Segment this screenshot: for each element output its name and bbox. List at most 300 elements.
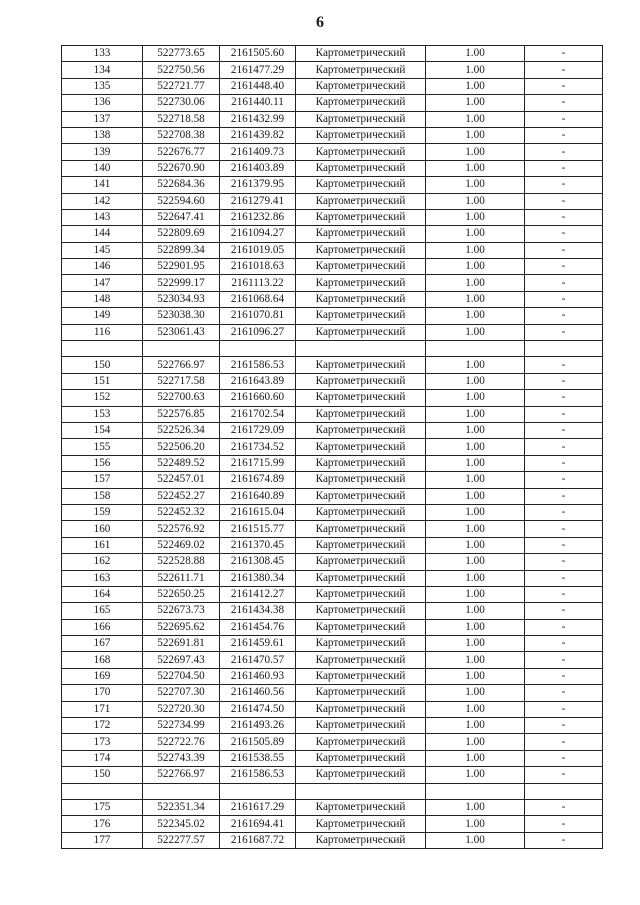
method-cell: Картометрический	[296, 226, 426, 242]
note-cell: -	[525, 832, 603, 848]
point-number-cell: 159	[62, 504, 143, 520]
y-coordinate-cell: 2161674.89	[220, 472, 296, 488]
note-cell: -	[525, 209, 603, 225]
table-row	[62, 291, 603, 307]
x-coordinate-cell: 522717.58	[143, 373, 220, 389]
x-coordinate-cell: 522469.02	[143, 537, 220, 553]
y-coordinate-cell: 2161018.63	[220, 259, 296, 275]
x-coordinate-cell: 522594.60	[143, 193, 220, 209]
table-row	[62, 472, 603, 488]
y-coordinate-cell: 2161538.55	[220, 750, 296, 766]
point-number-cell: 169	[62, 668, 143, 684]
table-row	[62, 160, 603, 176]
note-cell: -	[525, 259, 603, 275]
note-cell: -	[525, 816, 603, 832]
empty-cell	[62, 341, 143, 357]
note-cell: -	[525, 701, 603, 717]
table-row	[62, 537, 603, 553]
method-cell: Картометрический	[296, 832, 426, 848]
accuracy-cell: 1.00	[426, 619, 525, 635]
table-row	[62, 554, 603, 570]
point-number-cell: 155	[62, 439, 143, 455]
y-coordinate-cell: 2161586.53	[220, 357, 296, 373]
accuracy-cell: 1.00	[426, 750, 525, 766]
method-cell: Картометрический	[296, 291, 426, 307]
x-coordinate-cell: 522673.73	[143, 603, 220, 619]
y-coordinate-cell: 2161070.81	[220, 308, 296, 324]
accuracy-cell: 1.00	[426, 111, 525, 127]
y-coordinate-cell: 2161474.50	[220, 701, 296, 717]
table-row	[62, 832, 603, 848]
point-number-cell: 134	[62, 62, 143, 78]
x-coordinate-cell: 522708.38	[143, 127, 220, 143]
point-number-cell: 148	[62, 291, 143, 307]
note-cell: -	[525, 111, 603, 127]
point-number-cell: 143	[62, 209, 143, 225]
method-cell: Картометрический	[296, 554, 426, 570]
method-cell: Картометрический	[296, 193, 426, 209]
table-row	[62, 95, 603, 111]
point-number-cell: 137	[62, 111, 143, 127]
point-number-cell: 145	[62, 242, 143, 258]
table-row	[62, 144, 603, 160]
y-coordinate-cell: 2161434.38	[220, 603, 296, 619]
method-cell: Картометрический	[296, 62, 426, 78]
note-cell: -	[525, 78, 603, 94]
y-coordinate-cell: 2161505.89	[220, 734, 296, 750]
x-coordinate-cell: 522743.39	[143, 750, 220, 766]
x-coordinate-cell: 522647.41	[143, 209, 220, 225]
x-coordinate-cell: 522695.62	[143, 619, 220, 635]
empty-cell	[426, 783, 525, 799]
note-cell: -	[525, 554, 603, 570]
table-row	[62, 242, 603, 258]
point-number-cell: 141	[62, 177, 143, 193]
note-cell: -	[525, 226, 603, 242]
accuracy-cell: 1.00	[426, 554, 525, 570]
y-coordinate-cell: 2161460.56	[220, 685, 296, 701]
table-row	[62, 701, 603, 717]
empty-cell	[296, 341, 426, 357]
x-coordinate-cell: 522718.58	[143, 111, 220, 127]
table-row	[62, 439, 603, 455]
accuracy-cell: 1.00	[426, 390, 525, 406]
note-cell: -	[525, 799, 603, 815]
point-number-cell: 150	[62, 767, 143, 783]
method-cell: Картометрический	[296, 111, 426, 127]
table-row	[62, 177, 603, 193]
note-cell: -	[525, 521, 603, 537]
method-cell: Картометрический	[296, 488, 426, 504]
accuracy-cell: 1.00	[426, 472, 525, 488]
y-coordinate-cell: 2161403.89	[220, 160, 296, 176]
y-coordinate-cell: 2161694.41	[220, 816, 296, 832]
table-row	[62, 488, 603, 504]
point-number-cell: 162	[62, 554, 143, 570]
x-coordinate-cell: 522457.01	[143, 472, 220, 488]
method-cell: Картометрический	[296, 603, 426, 619]
x-coordinate-cell: 522901.95	[143, 259, 220, 275]
y-coordinate-cell: 2161432.99	[220, 111, 296, 127]
page-number: 6	[316, 14, 324, 31]
point-number-cell: 170	[62, 685, 143, 701]
table-row	[62, 259, 603, 275]
method-cell: Картометрический	[296, 750, 426, 766]
point-number-cell: 158	[62, 488, 143, 504]
method-cell: Картометрический	[296, 586, 426, 602]
method-cell: Картометрический	[296, 439, 426, 455]
accuracy-cell: 1.00	[426, 259, 525, 275]
table-row	[62, 521, 603, 537]
accuracy-cell: 1.00	[426, 685, 525, 701]
accuracy-cell: 1.00	[426, 357, 525, 373]
point-number-cell: 175	[62, 799, 143, 815]
table-row	[62, 62, 603, 78]
method-cell: Картометрический	[296, 570, 426, 586]
point-number-cell: 168	[62, 652, 143, 668]
x-coordinate-cell: 522452.27	[143, 488, 220, 504]
note-cell: -	[525, 324, 603, 340]
accuracy-cell: 1.00	[426, 636, 525, 652]
y-coordinate-cell: 2161379.95	[220, 177, 296, 193]
table-row	[62, 652, 603, 668]
table-row	[62, 78, 603, 94]
point-number-cell: 154	[62, 422, 143, 438]
y-coordinate-cell: 2161729.09	[220, 422, 296, 438]
accuracy-cell: 1.00	[426, 177, 525, 193]
point-number-cell: 165	[62, 603, 143, 619]
y-coordinate-cell: 2161454.76	[220, 619, 296, 635]
y-coordinate-cell: 2161448.40	[220, 78, 296, 94]
x-coordinate-cell: 522999.17	[143, 275, 220, 291]
accuracy-cell: 1.00	[426, 62, 525, 78]
accuracy-cell: 1.00	[426, 701, 525, 717]
note-cell: -	[525, 439, 603, 455]
x-coordinate-cell: 522676.77	[143, 144, 220, 160]
y-coordinate-cell: 2161687.72	[220, 832, 296, 848]
point-number-cell: 172	[62, 718, 143, 734]
y-coordinate-cell: 2161493.26	[220, 718, 296, 734]
method-cell: Картометрический	[296, 685, 426, 701]
point-number-cell: 164	[62, 586, 143, 602]
coordinates-table-body	[62, 46, 603, 849]
accuracy-cell: 1.00	[426, 603, 525, 619]
accuracy-cell: 1.00	[426, 718, 525, 734]
x-coordinate-cell: 522670.90	[143, 160, 220, 176]
table-row	[62, 390, 603, 406]
x-coordinate-cell: 522704.50	[143, 668, 220, 684]
point-number-cell: 136	[62, 95, 143, 111]
point-number-cell: 160	[62, 521, 143, 537]
method-cell: Картометрический	[296, 275, 426, 291]
point-number-cell: 138	[62, 127, 143, 143]
x-coordinate-cell: 522750.56	[143, 62, 220, 78]
method-cell: Картометрический	[296, 209, 426, 225]
x-coordinate-cell: 522528.88	[143, 554, 220, 570]
note-cell: -	[525, 734, 603, 750]
x-coordinate-cell: 522734.99	[143, 718, 220, 734]
method-cell: Картометрический	[296, 668, 426, 684]
note-cell: -	[525, 504, 603, 520]
note-cell: -	[525, 455, 603, 471]
x-coordinate-cell: 522773.65	[143, 46, 220, 62]
method-cell: Картометрический	[296, 308, 426, 324]
accuracy-cell: 1.00	[426, 570, 525, 586]
x-coordinate-cell: 522684.36	[143, 177, 220, 193]
y-coordinate-cell: 2161380.34	[220, 570, 296, 586]
point-number-cell: 144	[62, 226, 143, 242]
note-cell: -	[525, 62, 603, 78]
x-coordinate-cell: 522720.30	[143, 701, 220, 717]
coordinates-table	[61, 45, 603, 849]
accuracy-cell: 1.00	[426, 832, 525, 848]
y-coordinate-cell: 2161586.53	[220, 767, 296, 783]
y-coordinate-cell: 2161734.52	[220, 439, 296, 455]
method-cell: Картометрический	[296, 406, 426, 422]
table-row	[62, 357, 603, 373]
empty-cell	[220, 341, 296, 357]
note-cell: -	[525, 406, 603, 422]
y-coordinate-cell: 2161477.29	[220, 62, 296, 78]
table-row	[62, 586, 603, 602]
y-coordinate-cell: 2161460.93	[220, 668, 296, 684]
table-row	[62, 570, 603, 586]
note-cell: -	[525, 177, 603, 193]
accuracy-cell: 1.00	[426, 537, 525, 553]
method-cell: Картометрический	[296, 455, 426, 471]
method-cell: Картометрический	[296, 422, 426, 438]
point-number-cell: 156	[62, 455, 143, 471]
point-number-cell: 140	[62, 160, 143, 176]
method-cell: Картометрический	[296, 259, 426, 275]
empty-cell	[525, 783, 603, 799]
y-coordinate-cell: 2161459.61	[220, 636, 296, 652]
note-cell: -	[525, 242, 603, 258]
table-row	[62, 308, 603, 324]
accuracy-cell: 1.00	[426, 521, 525, 537]
x-coordinate-cell: 522351.34	[143, 799, 220, 815]
table-row	[62, 406, 603, 422]
x-coordinate-cell: 522489.52	[143, 455, 220, 471]
point-number-cell: 146	[62, 259, 143, 275]
note-cell: -	[525, 636, 603, 652]
table-row	[62, 636, 603, 652]
y-coordinate-cell: 2161702.54	[220, 406, 296, 422]
method-cell: Картометрический	[296, 46, 426, 62]
note-cell: -	[525, 390, 603, 406]
point-number-cell: 149	[62, 308, 143, 324]
note-cell: -	[525, 668, 603, 684]
note-cell: -	[525, 537, 603, 553]
x-coordinate-cell: 523034.93	[143, 291, 220, 307]
table-row	[62, 799, 603, 815]
method-cell: Картометрический	[296, 177, 426, 193]
method-cell: Картометрический	[296, 472, 426, 488]
accuracy-cell: 1.00	[426, 816, 525, 832]
accuracy-cell: 1.00	[426, 127, 525, 143]
table-row	[62, 504, 603, 520]
table-row	[62, 767, 603, 783]
point-number-cell: 147	[62, 275, 143, 291]
method-cell: Картометрический	[296, 799, 426, 815]
accuracy-cell: 1.00	[426, 668, 525, 684]
note-cell: -	[525, 472, 603, 488]
note-cell: -	[525, 603, 603, 619]
note-cell: -	[525, 160, 603, 176]
point-number-cell: 176	[62, 816, 143, 832]
table-row	[62, 46, 603, 62]
method-cell: Картометрический	[296, 127, 426, 143]
x-coordinate-cell: 523038.30	[143, 308, 220, 324]
accuracy-cell: 1.00	[426, 242, 525, 258]
table-row	[62, 111, 603, 127]
method-cell: Картометрический	[296, 636, 426, 652]
point-number-cell: 151	[62, 373, 143, 389]
y-coordinate-cell: 2161279.41	[220, 193, 296, 209]
empty-cell	[143, 783, 220, 799]
method-cell: Картометрический	[296, 718, 426, 734]
accuracy-cell: 1.00	[426, 95, 525, 111]
method-cell: Картометрический	[296, 734, 426, 750]
y-coordinate-cell: 2161094.27	[220, 226, 296, 242]
note-cell: -	[525, 193, 603, 209]
x-coordinate-cell: 522691.81	[143, 636, 220, 652]
table-row	[62, 718, 603, 734]
table-separator-row	[62, 341, 603, 357]
y-coordinate-cell: 2161515.77	[220, 521, 296, 537]
y-coordinate-cell: 2161643.89	[220, 373, 296, 389]
note-cell: -	[525, 767, 603, 783]
method-cell: Картометрический	[296, 373, 426, 389]
x-coordinate-cell: 522899.34	[143, 242, 220, 258]
note-cell: -	[525, 127, 603, 143]
method-cell: Картометрический	[296, 504, 426, 520]
method-cell: Картометрический	[296, 652, 426, 668]
point-number-cell: 152	[62, 390, 143, 406]
accuracy-cell: 1.00	[426, 504, 525, 520]
accuracy-cell: 1.00	[426, 324, 525, 340]
note-cell: -	[525, 718, 603, 734]
table-row	[62, 373, 603, 389]
point-number-cell: 153	[62, 406, 143, 422]
accuracy-cell: 1.00	[426, 455, 525, 471]
y-coordinate-cell: 2161409.73	[220, 144, 296, 160]
table-separator-row	[62, 783, 603, 799]
accuracy-cell: 1.00	[426, 734, 525, 750]
note-cell: -	[525, 488, 603, 504]
method-cell: Картометрический	[296, 242, 426, 258]
x-coordinate-cell: 522707.30	[143, 685, 220, 701]
x-coordinate-cell: 522650.25	[143, 586, 220, 602]
table-row	[62, 127, 603, 143]
point-number-cell: 171	[62, 701, 143, 717]
method-cell: Картометрический	[296, 701, 426, 717]
accuracy-cell: 1.00	[426, 373, 525, 389]
y-coordinate-cell: 2161640.89	[220, 488, 296, 504]
method-cell: Картометрический	[296, 324, 426, 340]
method-cell: Картометрический	[296, 816, 426, 832]
accuracy-cell: 1.00	[426, 439, 525, 455]
point-number-cell: 142	[62, 193, 143, 209]
point-number-cell: 116	[62, 324, 143, 340]
y-coordinate-cell: 2161615.04	[220, 504, 296, 520]
method-cell: Картометрический	[296, 767, 426, 783]
x-coordinate-cell: 522809.69	[143, 226, 220, 242]
point-number-cell: 133	[62, 46, 143, 62]
y-coordinate-cell: 2161113.22	[220, 275, 296, 291]
point-number-cell: 161	[62, 537, 143, 553]
table-row	[62, 193, 603, 209]
x-coordinate-cell: 522345.02	[143, 816, 220, 832]
table-row	[62, 603, 603, 619]
x-coordinate-cell: 522700.63	[143, 390, 220, 406]
table-row	[62, 209, 603, 225]
table-row	[62, 455, 603, 471]
y-coordinate-cell: 2161660.60	[220, 390, 296, 406]
x-coordinate-cell: 522766.97	[143, 767, 220, 783]
note-cell: -	[525, 570, 603, 586]
accuracy-cell: 1.00	[426, 209, 525, 225]
method-cell: Картометрический	[296, 619, 426, 635]
accuracy-cell: 1.00	[426, 308, 525, 324]
accuracy-cell: 1.00	[426, 160, 525, 176]
x-coordinate-cell: 523061.43	[143, 324, 220, 340]
note-cell: -	[525, 652, 603, 668]
note-cell: -	[525, 357, 603, 373]
point-number-cell: 166	[62, 619, 143, 635]
table-row	[62, 734, 603, 750]
note-cell: -	[525, 586, 603, 602]
accuracy-cell: 1.00	[426, 291, 525, 307]
x-coordinate-cell: 522277.57	[143, 832, 220, 848]
method-cell: Картометрический	[296, 95, 426, 111]
x-coordinate-cell: 522721.77	[143, 78, 220, 94]
note-cell: -	[525, 422, 603, 438]
x-coordinate-cell: 522526.34	[143, 422, 220, 438]
note-cell: -	[525, 275, 603, 291]
x-coordinate-cell: 522722.76	[143, 734, 220, 750]
accuracy-cell: 1.00	[426, 799, 525, 815]
note-cell: -	[525, 308, 603, 324]
x-coordinate-cell: 522576.92	[143, 521, 220, 537]
accuracy-cell: 1.00	[426, 586, 525, 602]
note-cell: -	[525, 685, 603, 701]
y-coordinate-cell: 2161440.11	[220, 95, 296, 111]
y-coordinate-cell: 2161505.60	[220, 46, 296, 62]
y-coordinate-cell: 2161617.29	[220, 799, 296, 815]
empty-cell	[426, 341, 525, 357]
table-row	[62, 816, 603, 832]
accuracy-cell: 1.00	[426, 488, 525, 504]
accuracy-cell: 1.00	[426, 46, 525, 62]
method-cell: Картометрический	[296, 160, 426, 176]
y-coordinate-cell: 2161096.27	[220, 324, 296, 340]
empty-cell	[62, 783, 143, 799]
accuracy-cell: 1.00	[426, 275, 525, 291]
x-coordinate-cell: 522766.97	[143, 357, 220, 373]
method-cell: Картометрический	[296, 144, 426, 160]
point-number-cell: 150	[62, 357, 143, 373]
method-cell: Картометрический	[296, 537, 426, 553]
point-number-cell: 135	[62, 78, 143, 94]
y-coordinate-cell: 2161470.57	[220, 652, 296, 668]
y-coordinate-cell: 2161308.45	[220, 554, 296, 570]
table-row	[62, 750, 603, 766]
point-number-cell: 174	[62, 750, 143, 766]
accuracy-cell: 1.00	[426, 78, 525, 94]
x-coordinate-cell: 522611.71	[143, 570, 220, 586]
x-coordinate-cell: 522576.85	[143, 406, 220, 422]
